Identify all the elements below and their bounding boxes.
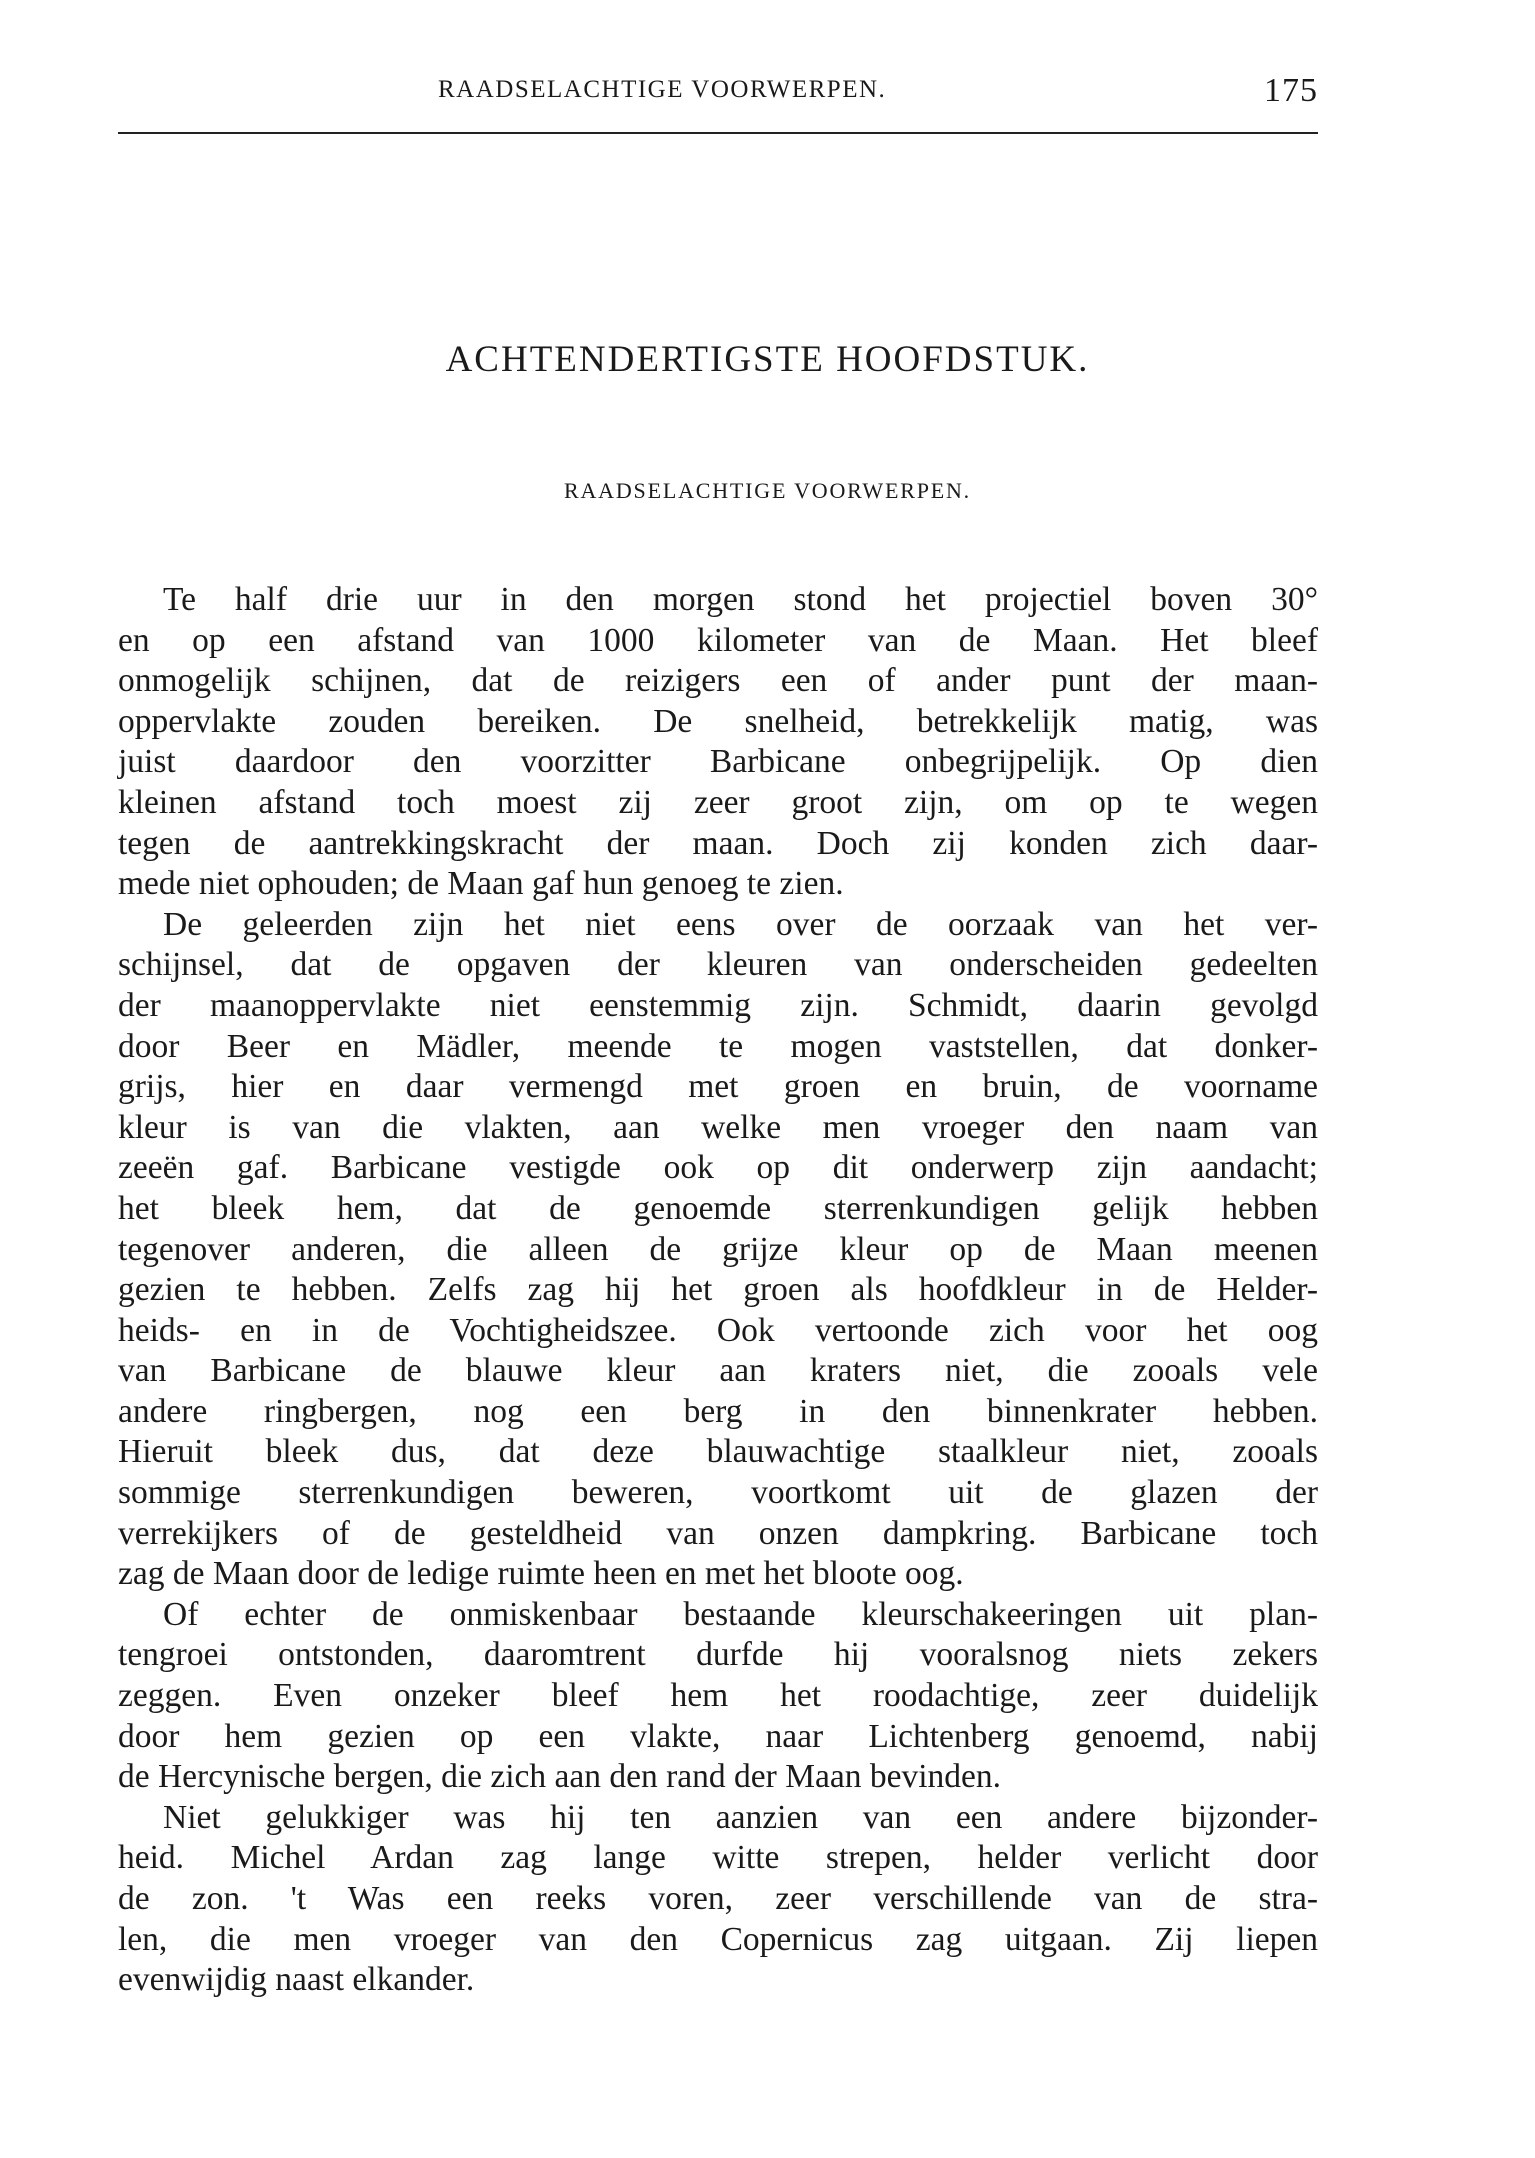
text-line: juist daardoor den voorzitter Barbicane onbegrijpelijk. Op dien: [118, 743, 1318, 781]
text-line: Of echter de onmiskenbaar bestaande kleurschakeeringen uit plan-: [163, 1595, 1318, 1633]
running-head: [118, 72, 1318, 126]
text-line: en op een afstand van 1000 kilometer van de Maan. Het bleef: [118, 621, 1318, 659]
text-line: Te half drie uur in den morgen stond het projectiel boven 30°: [163, 581, 1318, 618]
text-line: De geleerden zijn het niet eens over de oorzaak van het ver-: [163, 905, 1318, 943]
text-line: heid. Michel Ardan zag lange witte strepen, helder verlicht door: [118, 1839, 1318, 1877]
text-line: van Barbicane de blauwe kleur aan kraters niet, die zooals vele: [118, 1352, 1318, 1390]
text-line: oppervlakte zouden bereiken. De snelheid, betrekkelijk matig, was: [118, 702, 1318, 740]
text-line: de zon. 't Was een reeks voren, zeer verschillende van de stra-: [118, 1880, 1318, 1917]
text-line: tegen de aantrekkingskracht der maan. Doch zij konden zich daar-: [118, 824, 1318, 862]
text-line: evenwijdig naast elkander.: [118, 1961, 475, 1999]
text-line: zeeën gaf. Barbicane vestigde ook op dit onderwerp zijn aandacht;: [118, 1149, 1318, 1187]
text-line: onmogelijk schijnen, dat de reizigers een of ander punt der maan-: [118, 662, 1318, 700]
page-number: 175: [1264, 72, 1318, 109]
body-text: [118, 580, 1318, 2001]
running-title: RAADSELACHTIGE VOORWERPEN.: [438, 76, 887, 103]
text-line: kleinen afstand toch moest zij zeer groot zijn, om op te wegen: [118, 783, 1318, 821]
text-line: de Hercynische bergen, die zich aan den rand der Maan bevinden.: [118, 1758, 1002, 1796]
header-rule: [118, 132, 1318, 134]
text-line: schijnsel, dat de opgaven der kleuren van onderscheiden gedeelten: [118, 946, 1318, 984]
text-line: gezien te hebben. Zelfs zag hij het groen als hoofdkleur in de Helder-: [118, 1271, 1318, 1309]
chapter-subtitle: RAADSELACHTIGE VOORWERPEN.: [564, 478, 971, 503]
text-line: kleur is van die vlakten, aan welke men vroeger den naam van: [118, 1108, 1318, 1146]
text-line: andere ringbergen, nog een berg in den binnenkrater hebben.: [118, 1392, 1318, 1430]
text-line: zeggen. Even onzeker bleef hem het roodachtige, zeer duidelijk: [118, 1677, 1318, 1715]
text-line: het bleek hem, dat de genoemde sterrenkundigen gelijk hebben: [118, 1189, 1318, 1227]
text-line: zag de Maan door de ledige ruimte heen en met het bloote oog.: [118, 1555, 964, 1593]
chapter-title: ACHTENDERTIGSTE HOOFDSTUK.: [445, 339, 1090, 380]
text-line: tegenover anderen, die alleen de grijze kleur op de Maan meenen: [118, 1230, 1318, 1268]
text-line: tengroei ontstonden, daaromtrent durfde hij vooralsnog niets zekers: [118, 1636, 1318, 1674]
text-line: verrekijkers of de gesteldheid van onzen dampkring. Barbicane toch: [118, 1514, 1318, 1552]
text-line: len, die men vroeger van den Copernicus zag uitgaan. Zij liepen: [118, 1920, 1318, 1958]
text-line: der maanoppervlakte niet eenstemmig zijn. Schmidt, daarin gevolgd: [118, 986, 1318, 1024]
text-line: grijs, hier en daar vermengd met groen en bruin, de voorname: [118, 1068, 1318, 1106]
text-line: Hieruit bleek dus, dat deze blauwachtige staalkleur niet, zooals: [118, 1433, 1318, 1471]
text-line: door Beer en Mädler, meende te mogen vaststellen, dat donker-: [118, 1027, 1318, 1065]
paragraph: [118, 905, 1318, 1595]
text-line: Niet gelukkiger was hij ten aanzien van een andere bijzonder-: [163, 1798, 1318, 1836]
text-line: sommige sterrenkundigen beweren, voortkomt uit de glazen der: [118, 1474, 1318, 1512]
paragraph: [118, 580, 1318, 905]
paragraph: [118, 1798, 1318, 2001]
paragraph: [118, 1595, 1318, 1798]
text-line: heids- en in de Vochtigheidszee. Ook vertoonde zich voor het oog: [118, 1311, 1318, 1349]
text-line: door hem gezien op een vlakte, naar Lichtenberg genoemd, nabij: [118, 1717, 1318, 1755]
text-line: mede niet ophouden; de Maan gaf hun genoeg te zien.: [118, 865, 844, 903]
